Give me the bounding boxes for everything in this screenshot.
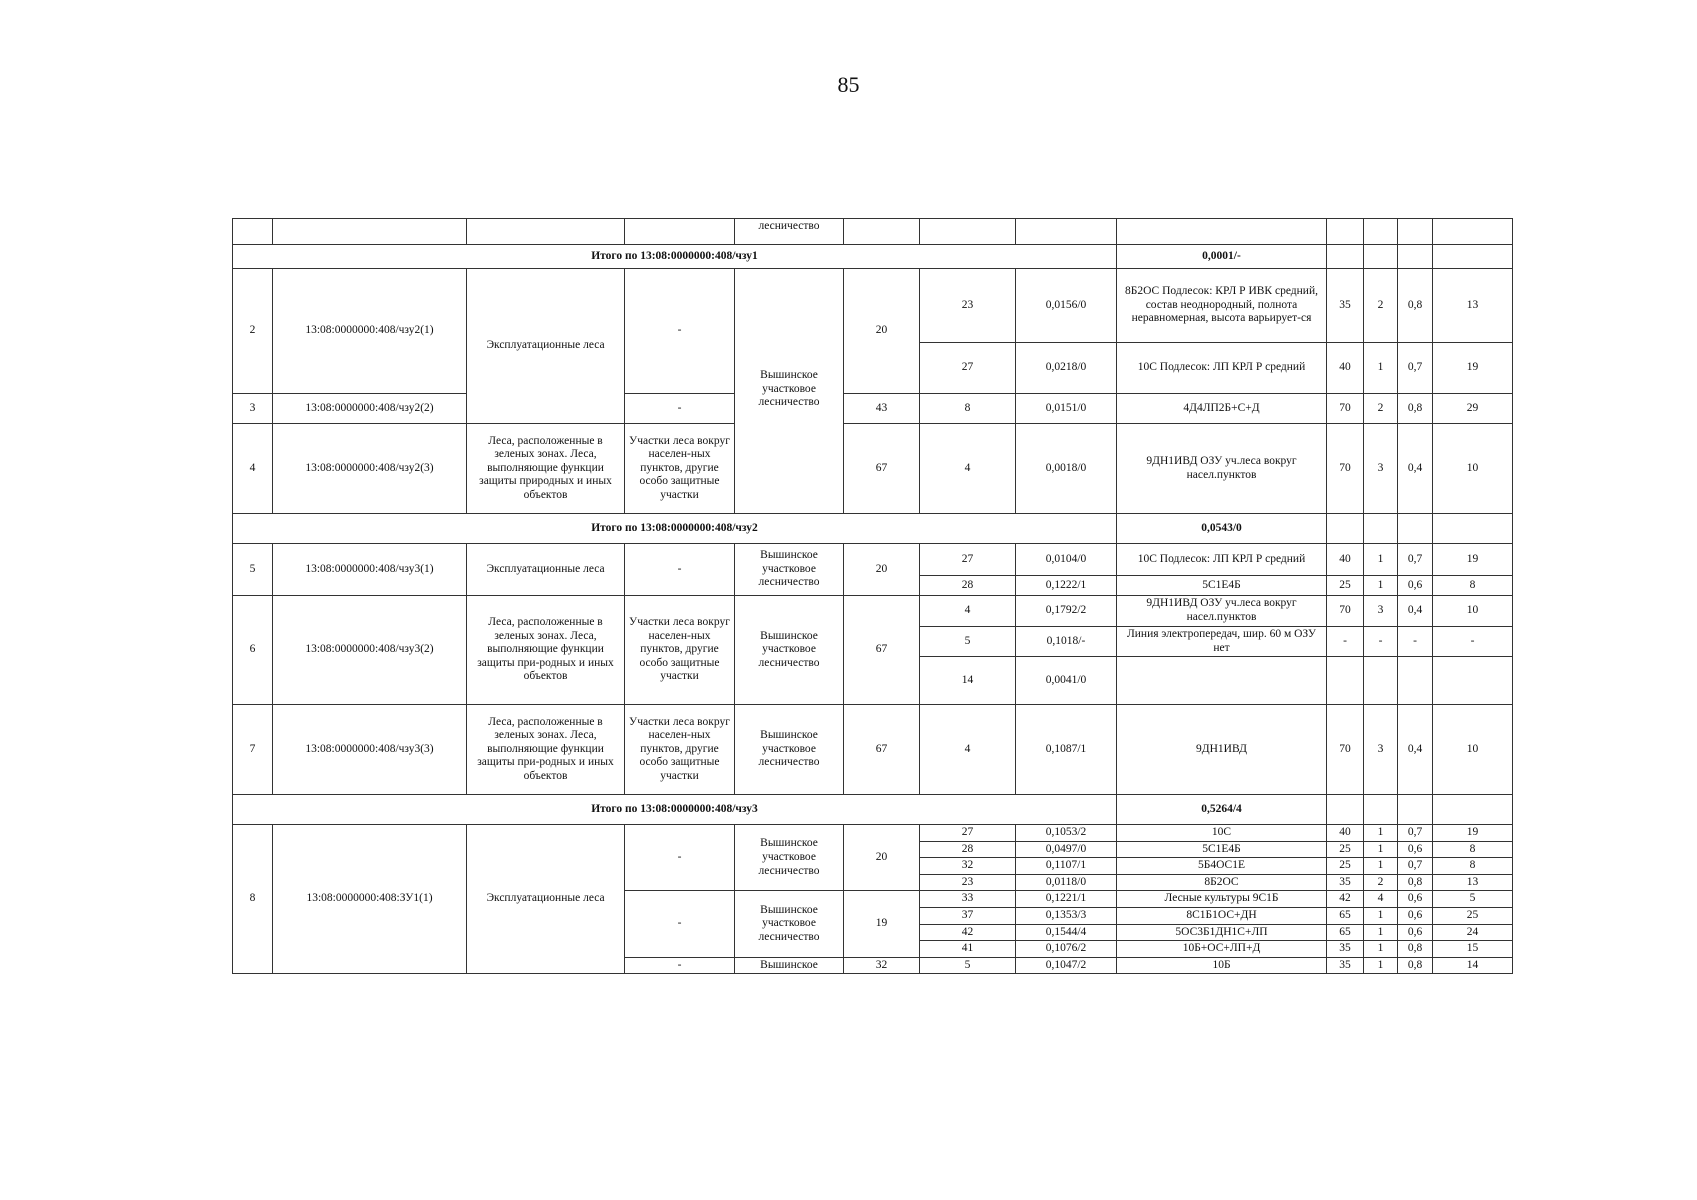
forest-category: Эксплуатационные леса [467,269,625,424]
forestry-name: Вышинское участковое лесничество [735,705,844,795]
total-label: Итого по 13:08:0000000:408/чзу2 [233,514,1117,544]
cadastral-id: 13:08:0000000:408/чзу3(2) [273,596,467,705]
quarter: 20 [844,269,920,394]
stock: 8 [1433,858,1513,875]
forestry-name: Вышинское участковое лесничество [735,544,844,596]
description: 5С1Е4Б [1117,841,1327,858]
protective-category: - [625,825,735,891]
density: 0,7 [1398,544,1433,576]
row-number: 3 [233,394,273,424]
section: 5 [920,627,1016,657]
area: 0,0218/0 [1016,343,1117,394]
description: 9ДН1ИВД ОЗУ уч.леса вокруг насел.пунктов [1117,596,1327,627]
forest-plots-table [232,218,1513,974]
table-cell: лесничество [735,219,844,245]
quarter: 67 [844,705,920,795]
protective-category: Участки леса вокруг населен-ных пунктов, другие особо защитные участки [625,596,735,705]
section: 23 [920,874,1016,891]
description: 8Б2ОС Подлесок: КРЛ Р ИВК средний, состав неоднородный, полнота неравномерная, высота варьирует-ся [1117,269,1327,343]
section: 41 [920,941,1016,958]
protective-category: - [625,269,735,394]
description: 5Б4ОС1Е [1117,858,1327,875]
area: 0,0151/0 [1016,394,1117,424]
bonitet: 1 [1364,825,1398,842]
area: 0,1221/1 [1016,891,1117,908]
stock: 10 [1433,424,1513,514]
area: 0,0041/0 [1016,657,1117,705]
table-row [233,596,1513,627]
cadastral-id: 13:08:0000000:408/чзу3(3) [273,705,467,795]
density: 0,8 [1398,269,1433,343]
bonitet: 3 [1364,596,1398,627]
stock: 10 [1433,596,1513,627]
table-row [233,394,1513,424]
bonitet: - [1364,627,1398,657]
stock: 13 [1433,269,1513,343]
bonitet: 2 [1364,874,1398,891]
age: 25 [1327,841,1364,858]
stock: 29 [1433,394,1513,424]
density: 0,7 [1398,825,1433,842]
protective-category: - [625,891,735,957]
cadastral-id: 13:08:0000000:408:ЗУ1(1) [273,825,467,974]
area: 0,1792/2 [1016,596,1117,627]
bonitet: 1 [1364,841,1398,858]
cadastral-id: 13:08:0000000:408/чзу2(1) [273,269,467,394]
description: 10С Подлесок: ЛП КРЛ Р средний [1117,343,1327,394]
forest-category: Эксплуатационные леса [467,825,625,974]
stock: - [1433,627,1513,657]
bonitet: 1 [1364,941,1398,958]
table-row [233,424,1513,514]
stock: 10 [1433,705,1513,795]
row-number: 6 [233,596,273,705]
stock: 15 [1433,941,1513,958]
age: 42 [1327,891,1364,908]
forestry-name: Вышинское участковое лесничество [735,891,844,957]
protective-category: Участки леса вокруг населен-ных пунктов, другие особо защитные участки [625,705,735,795]
age: 35 [1327,957,1364,974]
density: 0,8 [1398,394,1433,424]
density: 0,6 [1398,576,1433,596]
section: 4 [920,705,1016,795]
section: 23 [920,269,1016,343]
description: 9ДН1ИВД [1117,705,1327,795]
density: 0,6 [1398,907,1433,924]
age: 65 [1327,924,1364,941]
age: 40 [1327,544,1364,576]
total-row [233,245,1513,269]
description: 10Б [1117,957,1327,974]
forest-category: Леса, расположенные в зеленых зонах. Леса, выполняющие функции защиты при-родных и иных объектов [467,705,625,795]
area: 0,1076/2 [1016,941,1117,958]
bonitet: 1 [1364,544,1398,576]
density: 0,6 [1398,841,1433,858]
density: 0,7 [1398,858,1433,875]
age: 35 [1327,941,1364,958]
area: 0,1047/2 [1016,957,1117,974]
age: 25 [1327,576,1364,596]
density: 0,8 [1398,941,1433,958]
quarter: 43 [844,394,920,424]
density: - [1398,627,1433,657]
description: 10С [1117,825,1327,842]
cadastral-id: 13:08:0000000:408/чзу2(2) [273,394,467,424]
table-row [233,544,1513,576]
forest-category: Эксплуатационные леса [467,544,625,596]
bonitet: 1 [1364,907,1398,924]
quarter: 20 [844,825,920,891]
section: 8 [920,394,1016,424]
total-value: 0,5264/4 [1117,795,1327,825]
bonitet: 2 [1364,394,1398,424]
age: 25 [1327,858,1364,875]
area: 0,1353/3 [1016,907,1117,924]
section: 4 [920,424,1016,514]
forestry-name: Вышинское участковое лесничество [735,269,844,514]
age: 70 [1327,394,1364,424]
description: Линия электропередач, шир. 60 м ОЗУ нет [1117,627,1327,657]
density: 0,4 [1398,424,1433,514]
total-label: Итого по 13:08:0000000:408/чзу1 [233,245,1117,269]
cadastral-id: 13:08:0000000:408/чзу3(1) [273,544,467,596]
bonitet: 1 [1364,858,1398,875]
protective-category: - [625,544,735,596]
quarter: 32 [844,957,920,974]
section: 27 [920,825,1016,842]
table-row [233,219,1513,245]
age: 70 [1327,705,1364,795]
age: 35 [1327,874,1364,891]
age: - [1327,627,1364,657]
density: 0,8 [1398,957,1433,974]
bonitet: 1 [1364,343,1398,394]
density: 0,8 [1398,874,1433,891]
table-row [233,269,1513,343]
area: 0,1222/1 [1016,576,1117,596]
density: 0,4 [1398,596,1433,627]
forest-category: Леса, расположенные в зеленых зонах. Леса, выполняющие функции защиты при-родных и иных объектов [467,596,625,705]
row-number: 4 [233,424,273,514]
total-value: 0,0543/0 [1117,514,1327,544]
row-number: 7 [233,705,273,795]
bonitet: 2 [1364,269,1398,343]
description: 9ДН1ИВД ОЗУ уч.леса вокруг насел.пунктов [1117,424,1327,514]
description: 8С1Б1ОС+ДН [1117,907,1327,924]
area: 0,0118/0 [1016,874,1117,891]
bonitet: 3 [1364,424,1398,514]
density: 0,6 [1398,891,1433,908]
area: 0,0497/0 [1016,841,1117,858]
section: 14 [920,657,1016,705]
table-row [233,825,1513,842]
forestry-name: Вышинское [735,957,844,974]
total-row [233,795,1513,825]
description: 5С1Е4Б [1117,576,1327,596]
density: 0,6 [1398,924,1433,941]
section: 5 [920,957,1016,974]
stock: 8 [1433,576,1513,596]
page-number: 85 [837,72,860,97]
total-label: Итого по 13:08:0000000:408/чзу3 [233,795,1117,825]
section: 4 [920,596,1016,627]
bonitet: 1 [1364,957,1398,974]
section: 33 [920,891,1016,908]
section: 27 [920,544,1016,576]
age: 40 [1327,825,1364,842]
section: 37 [920,907,1016,924]
cadastral-id: 13:08:0000000:408/чзу2(3) [273,424,467,514]
total-value: 0,0001/- [1117,245,1327,269]
stock: 24 [1433,924,1513,941]
section: 32 [920,858,1016,875]
stock: 19 [1433,825,1513,842]
description: 5ОС3Б1ДН1С+ЛП [1117,924,1327,941]
quarter: 67 [844,424,920,514]
description: 8Б2ОС [1117,874,1327,891]
section: 28 [920,576,1016,596]
protective-category: - [625,394,735,424]
bonitet: 3 [1364,705,1398,795]
stock: 5 [1433,891,1513,908]
stock: 8 [1433,841,1513,858]
section: 42 [920,924,1016,941]
stock: 19 [1433,343,1513,394]
protective-category: - [625,957,735,974]
table-row [233,705,1513,795]
area: 0,0104/0 [1016,544,1117,576]
age: 70 [1327,424,1364,514]
stock: 13 [1433,874,1513,891]
row-number: 8 [233,825,273,974]
area: 0,1107/1 [1016,858,1117,875]
total-row [233,514,1513,544]
density: 0,7 [1398,343,1433,394]
age: 65 [1327,907,1364,924]
age: 40 [1327,343,1364,394]
description: 10С Подлесок: ЛП КРЛ Р средний [1117,544,1327,576]
area: 0,0018/0 [1016,424,1117,514]
bonitet: 4 [1364,891,1398,908]
quarter: 20 [844,544,920,596]
quarter: 19 [844,891,920,957]
stock: 14 [1433,957,1513,974]
stock: 19 [1433,544,1513,576]
area: 0,1087/1 [1016,705,1117,795]
row-number: 5 [233,544,273,596]
forestry-name: Вышинское участковое лесничество [735,596,844,705]
forestry-name: Вышинское участковое лесничество [735,825,844,891]
bonitet: 1 [1364,576,1398,596]
quarter: 67 [844,596,920,705]
age: 70 [1327,596,1364,627]
area: 0,1053/2 [1016,825,1117,842]
description: Лесные культуры 9С1Б [1117,891,1327,908]
description: 10Б+ОС+ЛП+Д [1117,941,1327,958]
protective-category: Участки леса вокруг населен-ных пунктов, другие особо защитные участки [625,424,735,514]
description: 4Д4ЛП2Б+С+Д [1117,394,1327,424]
row-number: 2 [233,269,273,394]
section: 28 [920,841,1016,858]
area: 0,0156/0 [1016,269,1117,343]
area: 0,1018/- [1016,627,1117,657]
age: 35 [1327,269,1364,343]
bonitet: 1 [1364,924,1398,941]
stock: 25 [1433,907,1513,924]
area: 0,1544/4 [1016,924,1117,941]
density: 0,4 [1398,705,1433,795]
forest-category: Леса, расположенные в зеленых зонах. Леса, выполняющие функции защиты природных и иных объектов [467,424,625,514]
section: 27 [920,343,1016,394]
